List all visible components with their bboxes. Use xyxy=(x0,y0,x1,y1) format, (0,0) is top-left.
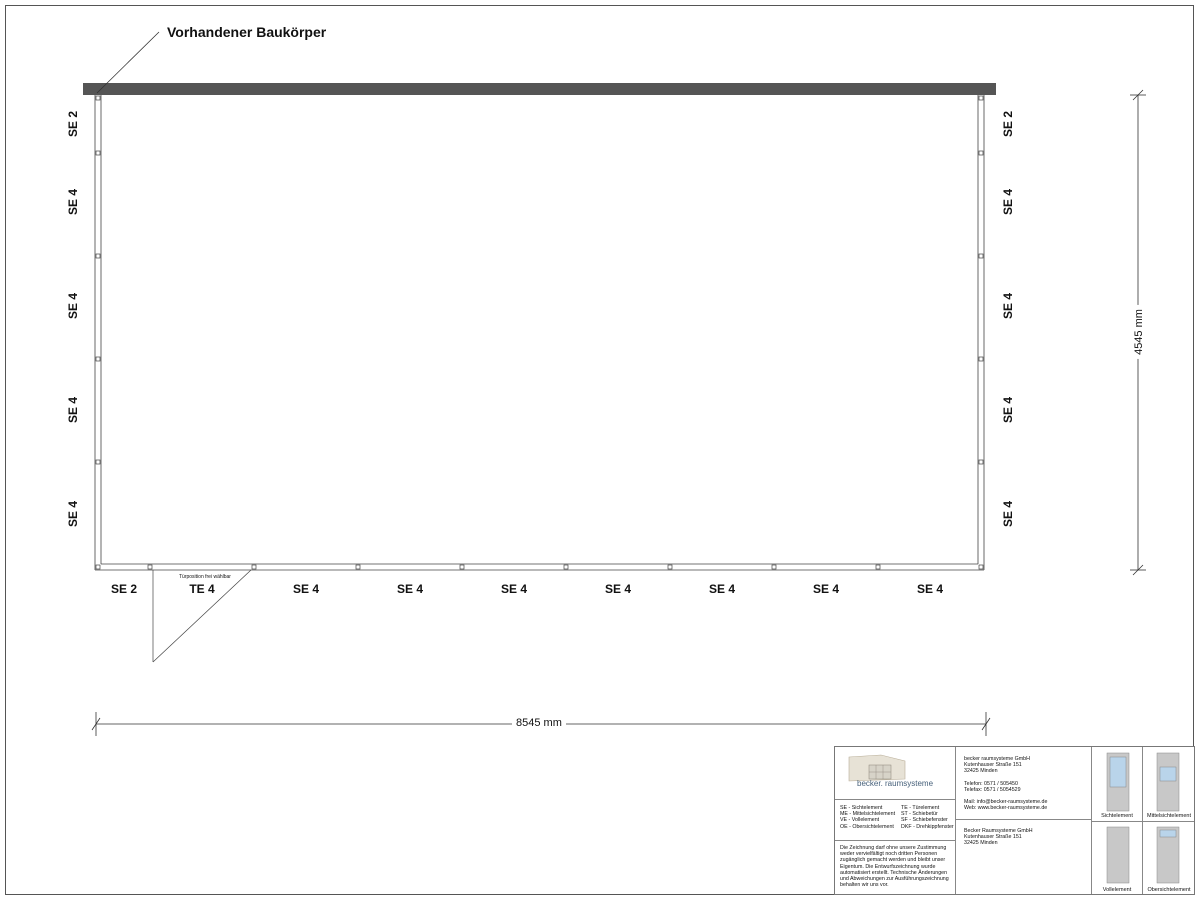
legend-right: TE - Türelement ST - Schiebetür SF - Schiebefenster DKF - Drehkippfenster xyxy=(901,805,954,830)
bottom-wall-label: SE 4 xyxy=(396,582,424,596)
vollelement-icon xyxy=(1103,825,1133,887)
vollelement-label: Vollelement xyxy=(1102,887,1132,893)
obersichtelement-label: Obersichtelement xyxy=(1147,887,1191,893)
left-wall-label: SE 4 xyxy=(66,396,80,424)
walls xyxy=(95,95,984,570)
title-block-divider xyxy=(1091,821,1194,822)
sichtelement-label: Sichtelement xyxy=(1101,813,1133,819)
mittelsichtelement-label: Mittelsichtelement xyxy=(1146,813,1192,819)
title-block-divider xyxy=(955,747,956,894)
bottom-wall-label: SE 4 xyxy=(916,582,944,596)
left-wall-label: SE 4 xyxy=(66,292,80,320)
door-position-note: Türposition frei wählbar xyxy=(179,574,231,580)
width-dimension-label: 8545 mm xyxy=(512,717,566,729)
left-wall-label: SE 4 xyxy=(66,500,80,528)
obersichtelement-icon xyxy=(1153,825,1183,887)
left-wall-label: SE 4 xyxy=(66,188,80,216)
right-wall-label: SE 4 xyxy=(1001,188,1015,216)
right-wall-label: SE 2 xyxy=(1001,110,1015,138)
company-address: Becker Raumsysteme GmbH Kutenhauser Straße 151 32425 Minden xyxy=(964,828,1033,847)
right-wall-label: SE 4 xyxy=(1001,500,1015,528)
bottom-wall-label: SE 4 xyxy=(292,582,320,596)
bottom-wall-label: SE 2 xyxy=(110,582,138,596)
disclaimer-text: Die Zeichnung darf ohne unsere Zustimmung weder vervielfältigt noch dritten Personen zugänglich gemacht werden und bleibt unser Eigentum. Die Entwurfszeichnung wurde automatisiert erstellt. Technische Änderungen und Abweichungen zur Ausführungszeichnung behalten wir uns vor. xyxy=(840,845,949,889)
bottom-wall-label: SE 4 xyxy=(604,582,632,596)
element-joints xyxy=(96,96,983,569)
bottom-wall-label: SE 4 xyxy=(708,582,736,596)
title-block-divider xyxy=(955,819,1091,820)
right-wall-label: SE 4 xyxy=(1001,292,1015,320)
title-block-divider xyxy=(835,840,955,841)
right-wall-label: SE 4 xyxy=(1001,396,1015,424)
left-wall-label: SE 2 xyxy=(66,110,80,138)
bottom-wall-label: SE 4 xyxy=(500,582,528,596)
sichtelement-icon xyxy=(1103,751,1133,813)
depth-dimension-label: 4545 mm xyxy=(1133,305,1145,359)
existing-building-bar xyxy=(83,83,996,95)
legend-left: SE - Sichtelement ME - Mittelsichtelement VE - Vollelement OE - Obersichtelement xyxy=(840,805,896,830)
company-contact: becker raumsysteme GmbH Kutenhauser Straße 151 32425 Minden Telefon: 0571 / 505450 Telefax: 0571 / 5054529 Mail: info@becker-raumsysteme.de Web: www.becker-raumsysteme.de xyxy=(964,756,1048,812)
mittelsichtelement-icon xyxy=(1153,751,1183,813)
brand-name: becker. raumsysteme xyxy=(857,779,934,788)
drawing-title: Vorhandener Baukörper xyxy=(167,24,327,40)
title-block-divider xyxy=(835,799,955,800)
title-block xyxy=(834,746,1195,895)
bottom-wall-label: SE 4 xyxy=(812,582,840,596)
bottom-wall-label: TE 4 xyxy=(189,582,215,596)
